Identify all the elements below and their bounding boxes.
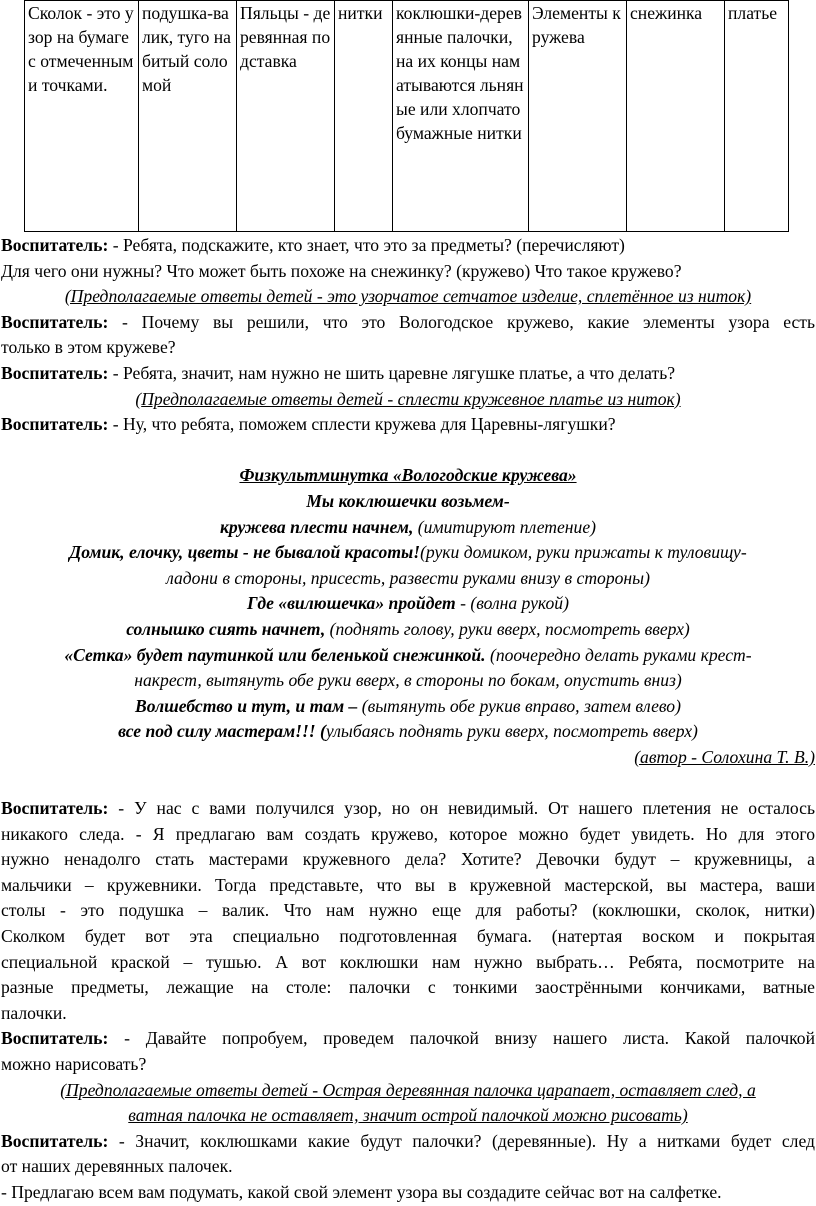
document-body (1, 233, 815, 1206)
paragraph-1: Воспитатель: - Ребята, подскажите, кто знает, что это за предметы? (перечисляют) (1, 235, 625, 255)
cell-koklyushki: коклюшки-деревянные палочки, на их концы наматываются льняные или хлопчатобумажные нитки (393, 1, 529, 232)
paragraph-2: Воспитатель: - Почему вы решили, что это Вологодское кружево, какие элементы узора есть (1, 311, 815, 332)
speaker-label: Воспитатель: (1, 414, 109, 435)
expected-answer-3: (Предполагаемые ответы детей - Острая деревянная палочка царапает, оставляет след, а (60, 1079, 756, 1100)
expected-answer-1: (Предполагаемые ответы детей - это узорчатое сетчатое изделие, сплетённое из ниток) (64, 286, 752, 307)
speaker-label: Воспитатель: (1, 235, 109, 255)
poem-title: Физкультминутка «Вологодские кружева» (239, 465, 577, 486)
poem-line: солнышко сиять начнет, (поднять голову, руки вверх, посмотреть вверх) (126, 618, 690, 639)
cell-podushka: подушка-валик, туго набитый соломой (139, 1, 237, 232)
speaker-label: Воспитатель: (1, 311, 109, 332)
items-table-row (25, 1, 789, 232)
poem-line: Домик, елочку, цветы - не бывалой красоты!(руки домиком, руки прижаты к туловищу- (69, 542, 747, 563)
expected-answer-2: (Предполагаемые ответы детей - сплести кружевное платье из ниток) (135, 388, 681, 409)
speaker-label: Воспитатель: (1, 1130, 109, 1151)
speaker-label: Воспитатель: (1, 1028, 109, 1049)
cell-snezhinka: снежинка (627, 1, 725, 232)
paragraph-6: Сколком будет вот эта специально подготовленная бумага. (натертая воском и покрытая (1, 926, 815, 947)
cell-skolok: Сколок - это узор на бумаге с отмеченными точками. (25, 1, 139, 232)
cell-pyaltsy: Пяльцы - деревянная подставка (237, 1, 335, 232)
paragraph-8-line-2: от наших деревянных палочек. (1, 1156, 233, 1177)
paragraph-6-line: палочки. (1, 1002, 67, 1023)
poem-line: «Сетка» будет паутинкой или беленькой снежинкой. (поочередно делать руками крест- (64, 644, 752, 665)
paragraph-7-line-2: можно нарисовать? (1, 1054, 147, 1074)
paragraph-6-line: разные предметы, лежащие на столе: палочки с тонкими заострёнными кончиками, ватные (1, 977, 815, 998)
poem-line: Волшебство и тут, и там – (вытянуть обе рукив вправо, затем влево) (135, 695, 681, 716)
paragraph-1-line-2: Для чего они нужны? Что может быть похоже на снежинку? (кружево) Что такое кружево? (1, 260, 682, 281)
paragraph-5-line: столы - это подушка – валик. Что нам нужно еще для работы? (коклюшки, сколок, нитки) (1, 900, 815, 921)
poem-line: все под силу мастерам!!! (улыбаясь поднять руки вверх, посмотреть вверх) (118, 721, 698, 742)
expected-answer-3-line-2: ватная палочка не оставляет, значит острой палочкой можно рисовать) (128, 1105, 688, 1126)
cell-platye: платье (725, 1, 789, 232)
paragraph-6-line: специальной краской – тушью. А вот коклюшки нам нужно выбрать… Ребята, посмотрите на (1, 951, 815, 972)
spacer (1, 770, 815, 796)
cell-elementy: Элементы кружева (529, 1, 627, 232)
speaker-label: Воспитатель: (1, 362, 109, 383)
paragraph-8: Воспитатель: - Значит, коклюшками какие будут палочки? (деревянные). Ну а нитками будет след (1, 1130, 815, 1151)
paragraph-5-line: нужно ненадолго стать мастерами кружевного дела? Хотите? Девочки будут – кружевницы, а (1, 849, 815, 870)
poem-line: Где «вилюшечка» пройдет - (волна рукой) (247, 593, 569, 614)
poem-line: Мы коклюшечки возьмем- (306, 490, 510, 511)
items-table (24, 0, 789, 232)
paragraph-5-line: никакого следа. - Я предлагаю вам создать кружево, которое можно будет увидеть. Но для этого (1, 823, 815, 844)
paragraph-5-line: мальчики – кружевники. Тогда представьте, что вы в кружевной мастерской, вы мастера, ваши (1, 874, 815, 895)
paragraph-5: Воспитатель: - У нас с вами получился узор, но он невидимый. От нашего плетения не осталось (1, 798, 815, 819)
paragraph-9: - Предлагаю всем вам подумать, какой свой элемент узора вы создадите сейчас вот на салфетке. (1, 1181, 722, 1202)
cell-nitki: нитки (335, 1, 393, 232)
paragraph-3: Воспитатель: - Ребята, значит, нам нужно не шить царевне лягушке платье, а что делать? (1, 362, 676, 383)
paragraph-4: Воспитатель: - Ну, что ребята, поможем сплести кружева для Царевны-лягушки? (1, 414, 616, 435)
spacer (1, 438, 815, 464)
paragraph-7: Воспитатель: - Давайте попробуем, проведем палочкой внизу нашего листа. Какой палочкой (1, 1028, 815, 1049)
paragraph-2-line-2: только в этом кружеве? (1, 337, 176, 358)
poem-line: кружева плести начнем, (имитируют плетение) (220, 516, 596, 537)
speaker-label: Воспитатель: (1, 798, 109, 819)
poem-line: ладони в стороны, присесть, развести руками внизу в стороны) (166, 567, 650, 588)
poem-line: накрест, вытянуть обе руки вверх, в стороны по бокам, опустить вниз) (134, 670, 682, 691)
poem-author: (автор - Солохина Т. В.) (634, 746, 815, 767)
